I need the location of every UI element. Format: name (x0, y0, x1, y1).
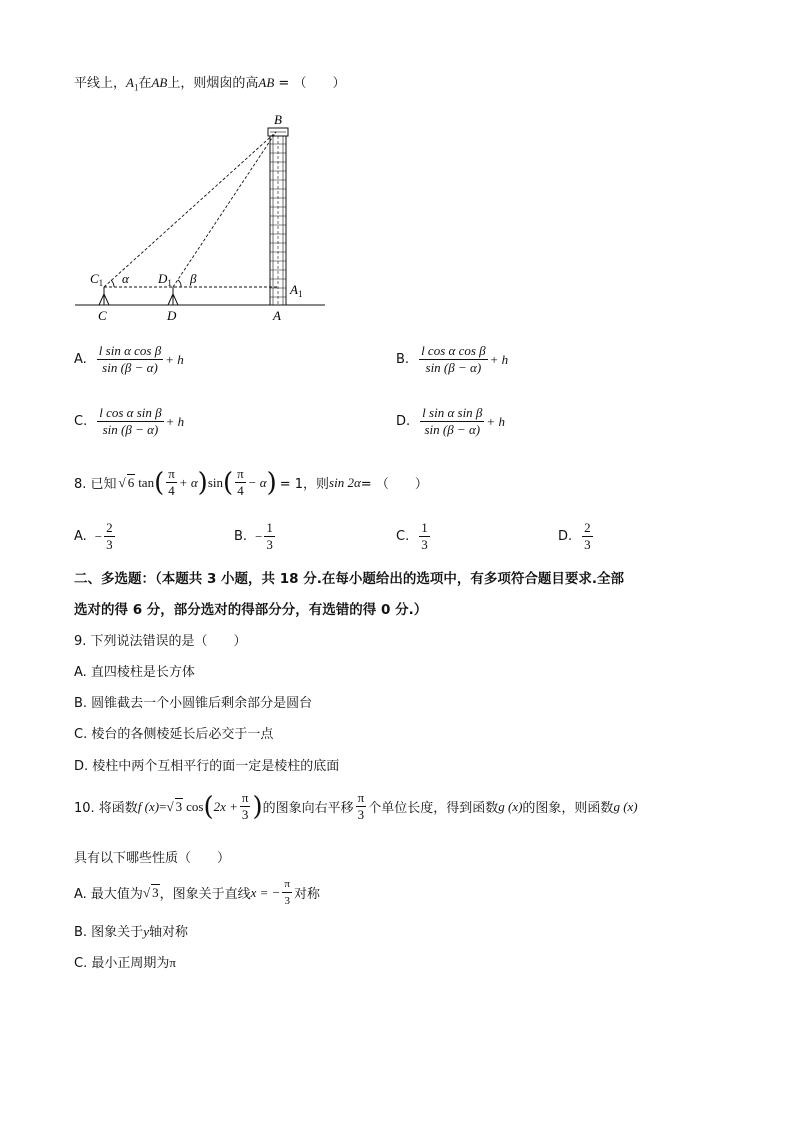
q8-sqrt6: 6 (127, 475, 135, 490)
option-letter: D. (558, 529, 573, 544)
option-sign: − (255, 528, 263, 544)
q10-pi-a: π (241, 790, 249, 805)
q10-mid: 的图象向右平移 (262, 801, 354, 816)
q10-fx: f (x) (137, 798, 160, 814)
q9-option-b[interactable]: B. 圆锥截去一个小圆锥后剩余部分是圆台 (74, 696, 313, 711)
frac-denominator: sin (β − α) (102, 422, 159, 437)
q10-option-b[interactable] (74, 921, 188, 940)
q10-option-a[interactable]: A. 最大值为 √ 3 ，图象关于直线 x = − $\frac{\pi}{3}$ 对称 (74, 878, 320, 907)
option-letter: B. (234, 529, 248, 544)
q9-option-a[interactable]: A. 直四棱柱是长方体 (74, 665, 195, 680)
q8-stem: 8. 已知 √ 6 tan ( $\frac{\pi}{4}$ + α ) sin ( $\frac{\pi}{4}$ − α ) = 1，则 sin 2α = （ ） (74, 466, 428, 498)
q10-pi-b: π (357, 790, 365, 805)
label-c: C (98, 308, 107, 323)
label-alpha: α (122, 271, 129, 286)
frac-tail: + h (165, 413, 185, 429)
option-letter: B. (396, 352, 410, 367)
frac-numerator: 2 (584, 520, 591, 535)
q8-sin: sin (207, 474, 223, 490)
label-a: A (273, 308, 281, 323)
frac-denominator: 3 (584, 537, 591, 552)
q7-option-a[interactable] (74, 343, 184, 376)
option-letter: A. (74, 529, 87, 544)
frac-denominator: sin (β − α) (102, 360, 158, 375)
q10-opta-end: 对称 (293, 887, 320, 902)
q10-inner: 2x + (213, 798, 238, 814)
label-d1: $D_1$ (158, 271, 172, 288)
alpha-arc (111, 280, 114, 287)
q8-option-d[interactable] (558, 520, 595, 553)
label-c1: $C_1$ (90, 271, 104, 288)
q8-minus-alpha: − α (247, 474, 267, 490)
q10-mid2: 个单位长度，得到函数 (368, 801, 499, 816)
q9-option-c[interactable]: C. 棱台的各侧棱延长后必交于一点 (74, 727, 274, 742)
q7-a1-sub: 1 (133, 82, 139, 93)
q7-mid2: 上，则烟囱的高 (167, 76, 259, 91)
q7-prefix: 平线上， (74, 76, 127, 91)
q10-optb-end: 轴对称 (148, 925, 188, 940)
option-letter: C. (74, 414, 88, 429)
chimney-figure (70, 108, 332, 323)
frac-denominator: sin (β − α) (424, 422, 481, 437)
q10-optb-pre: B. 图象关于 (74, 925, 144, 940)
sight-line-d (173, 132, 276, 287)
q10-opta-pi: π (282, 876, 292, 893)
q10-eq: = (159, 798, 167, 814)
sight-line-c (104, 132, 276, 287)
option-sign: − (94, 528, 103, 544)
q8-pi-a: π (168, 466, 175, 481)
q8-end: = （ ） (360, 477, 428, 492)
label-d: D (167, 308, 177, 323)
label-b: B (274, 112, 282, 127)
frac-numerator: l sin α cos β (98, 343, 162, 358)
section2-line2: 选对的得 6 分，部分选对的得部分分，有选错的得 0 分.） (74, 602, 428, 618)
q8-option-a[interactable] (74, 520, 117, 553)
q10-line2: 具有以下哪些性质（ ） (74, 851, 231, 866)
q8-eq1: = 1，则 (279, 477, 330, 492)
label-a1: $A_1$ (290, 282, 303, 299)
q10-option-c[interactable] (74, 952, 176, 971)
q8-plus-alpha: + α (178, 474, 198, 490)
q10-opta-x: x = − (250, 884, 281, 900)
q10-optc-text: C. 最小正周期为 (74, 956, 170, 971)
q8-sin2a: sin 2α (329, 474, 361, 490)
q7-ab2: AB (258, 75, 275, 90)
tripod-d (168, 287, 178, 305)
q10-optb-y: y (143, 924, 149, 939)
q9-option-d[interactable]: D. 棱柱中两个互相平行的面一定是棱柱的底面 (74, 759, 340, 774)
q7-eq: = （ ） (274, 76, 346, 91)
option-letter: D. (396, 414, 411, 429)
frac-tail: + h (165, 351, 184, 367)
q10-cos: cos (186, 798, 204, 814)
q10-optc-pi: π (169, 955, 176, 970)
q10-opta-sqrt: 3 (152, 885, 159, 900)
frac-numerator: l cos α cos β (421, 343, 486, 358)
frac-denominator: sin (β − α) (425, 360, 482, 375)
label-beta: β (190, 271, 197, 286)
frac-denominator: 3 (106, 537, 113, 552)
option-letter: C. (396, 529, 410, 544)
q8-four-b: 4 (237, 483, 244, 498)
q10-gx2: g (x) (613, 798, 638, 814)
q7-ab: AB (151, 75, 168, 90)
q10-opta-three: 3 (284, 895, 290, 907)
q10-opta-pre: A. 最大值为 (74, 887, 143, 902)
frac-numerator: l cos α sin β (99, 405, 162, 420)
q7-tail (74, 72, 345, 93)
frac-tail: + h (489, 351, 509, 367)
tripod-c (99, 287, 109, 305)
frac-denominator: 3 (266, 537, 273, 552)
frac-numerator: 1 (266, 520, 273, 535)
option-letter: A. (74, 352, 87, 367)
q8-pi-b: π (237, 466, 244, 481)
q10-stem: 10. 将函数 f (x) = √ 3 cos ( 2x + $\frac{\pi}{3}$ ) 的图象向右平移 $\frac{\pi}{3}$ 个单位长度，得到函数 g (x) 的图象，则函数 g (x) (74, 790, 638, 822)
frac-numerator: 1 (421, 520, 428, 535)
section2-line1: 二、多选题：（本题共 3 小题，共 18 分.在每小题给出的选项中，有多项符合题目要求.全部 (74, 571, 624, 587)
q9-stem: 9. 下列说法错误的是（ ） (74, 634, 247, 649)
q10-mid3: 的图象，则函数 (522, 801, 614, 816)
q10-opta-mid: ，图象关于直线 (159, 887, 251, 902)
q7-a1: A (126, 75, 134, 90)
q8-four-a: 4 (168, 483, 175, 498)
frac-numerator: 2 (106, 520, 113, 535)
q8-prefix: 8. 已知 (74, 477, 117, 492)
beta-arc (178, 280, 181, 287)
q7-option-b[interactable] (396, 343, 508, 376)
frac-denominator: 3 (421, 537, 428, 552)
q10-gx: g (x) (498, 798, 523, 814)
q8-tan: tan (138, 474, 155, 490)
q8-option-c[interactable] (396, 520, 432, 553)
frac-tail: + h (486, 413, 505, 429)
frac-numerator: l sin α sin β (422, 405, 483, 420)
q7-option-c[interactable] (74, 405, 184, 438)
q8-option-b[interactable] (234, 520, 277, 553)
q7-mid: 在 (138, 76, 152, 91)
q10-prefix: 10. 将函数 (74, 801, 138, 816)
q10-three-b: 3 (357, 807, 365, 822)
q10-three-a: 3 (241, 807, 249, 822)
q10-sqrt3: 3 (175, 799, 183, 814)
q7-option-d[interactable] (396, 405, 505, 438)
